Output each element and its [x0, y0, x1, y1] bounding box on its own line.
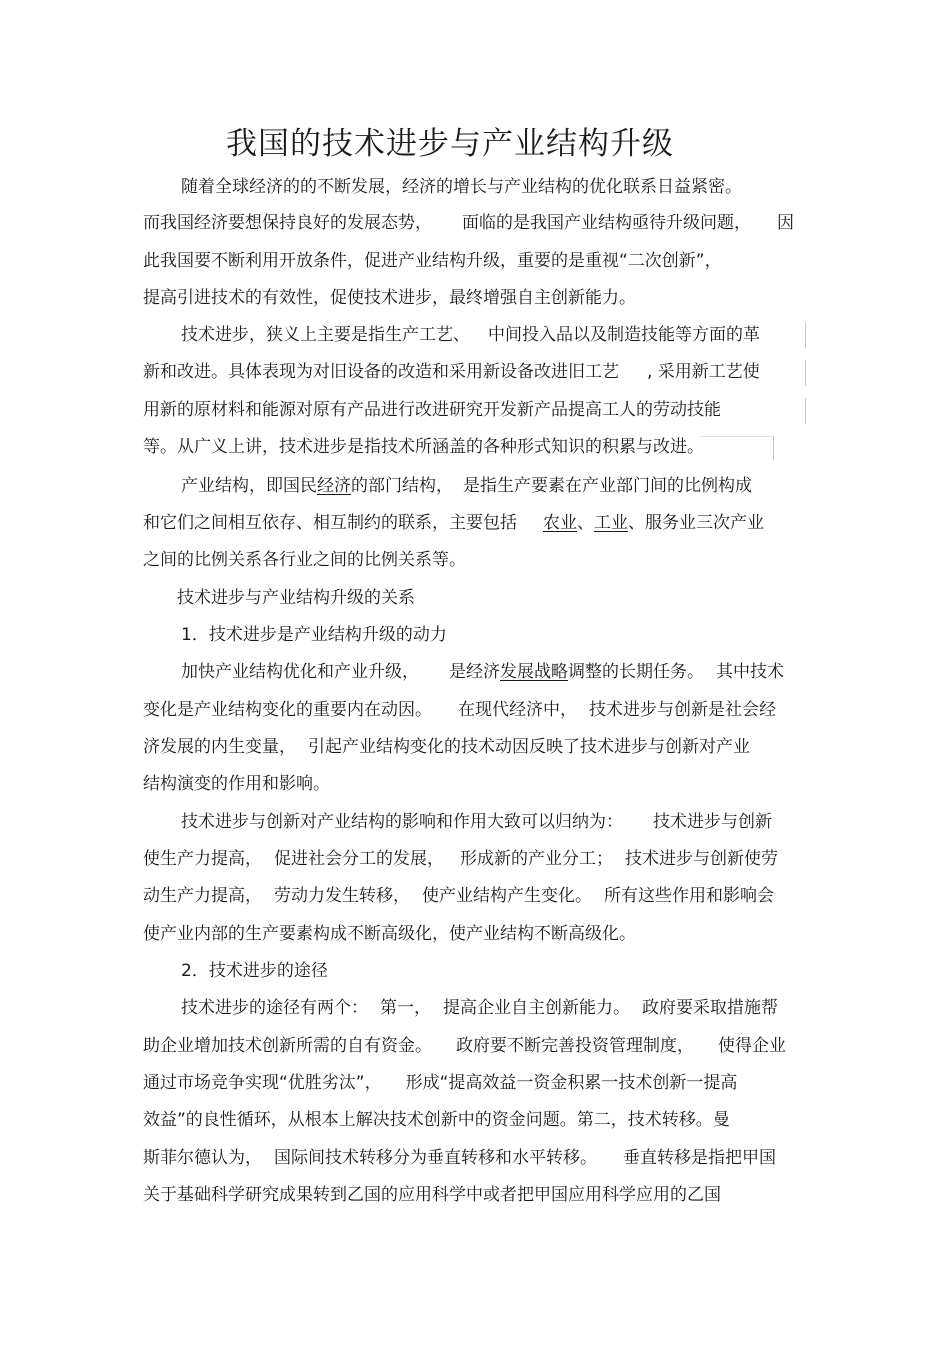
revision-bar	[773, 436, 774, 460]
link-economy[interactable]: 经济	[317, 476, 351, 496]
paragraph-3-line-3: 之间的比例关系各行业之间的比例关系等。	[143, 550, 466, 570]
paragraph-4-line-2: 变化是产业结构变化的重要内在动因。 在现代经济中， 技术进步与创新是社会经	[143, 700, 776, 720]
divider	[700, 436, 773, 437]
revision-bar	[805, 398, 806, 424]
paragraph-6-line-6: 关于基础科学研究成果转到乙国的应用科学中或者把甲国应用科学应用的乙国	[143, 1185, 721, 1205]
link-agriculture[interactable]: 农业	[543, 513, 577, 533]
paragraph-6-line-3: 通过市场竞争实现“优胜劣汰”， 形成“提高效益一资金积累一技术创新一提高	[143, 1073, 738, 1093]
link-industry[interactable]: 工业	[594, 513, 628, 533]
paragraph-4-line-4: 结构演变的作用和影响。	[143, 774, 330, 794]
paragraph-6-line-1: 技术进步的途径有两个： 第一， 提高企业自主创新能力。 政府要采取措施帮	[181, 998, 778, 1018]
link-development-strategy[interactable]: 发展战略	[500, 662, 568, 682]
paragraph-4-line-3: 济发展的内生变量， 引起产业结构变化的技术动因反映了技术进步与创新对产业	[143, 737, 750, 757]
paragraph-6-line-2: 助企业增加技术创新所需的自有资金。 政府要不断完善投资管理制度， 使得企业	[143, 1036, 786, 1056]
paragraph-5-line-3: 动生产力提高， 劳动力发生转移， 使产业结构产生变化。 所有这些作用和影响会	[143, 886, 774, 906]
paragraph-3-line-2: 和它们之间相互依存、相互制约的联系，主要包括 农业、工业、服务业三次产业	[143, 513, 764, 533]
paragraph-5-line-4: 使产业内部的生产要素构成不断高级化，使产业结构不断高级化。	[143, 924, 636, 944]
paragraph-1-line-1: 随着全球经济的的不断发展，经济的增长与产业结构的优化联系日益紧密。	[181, 177, 742, 197]
paragraph-1-line-2: 而我国经济要想保持良好的发展态势， 面临的是我国产业结构亟待升级问题， 因	[143, 213, 794, 233]
paragraph-3-line-1: 产业结构，即国民经济的部门结构， 是指生产要素在产业部门间的比例构成	[181, 476, 752, 496]
section-heading: 技术进步与产业结构升级的关系	[177, 588, 415, 608]
paragraph-6-line-4: 效益”的良性循环，从根本上解决技术创新中的资金问题。第二，技术转移。曼	[143, 1110, 730, 1130]
paragraph-6-line-5: 斯菲尔德认为， 国际间技术转移分为垂直转移和水平转移。 垂直转移是指把甲国	[143, 1148, 776, 1168]
revision-bar	[805, 322, 806, 348]
subsection-heading-2: 2．技术进步的途径	[181, 961, 328, 981]
paragraph-1-line-3: 此我国要不断利用开放条件，促进产业结构升级，重要的是重视“二次创新”，	[143, 251, 722, 271]
paragraph-5-line-1: 技术进步与创新对产业结构的影响和作用大致可以归纳为： 技术进步与创新	[181, 812, 772, 832]
paragraph-4-line-1: 加快产业结构优化和产业升级， 是经济发展战略调整的长期任务。 其中技术	[181, 662, 784, 682]
paragraph-2-line-4: 等。从广义上讲，技术进步是指技术所涵盖的各种形式知识的积累与改进。	[143, 437, 704, 457]
page-title: 我国的技术进步与产业结构升级	[226, 126, 674, 162]
paragraph-1-line-4: 提高引进技术的有效性，促使技术进步，最终增强自主创新能力。	[143, 288, 636, 308]
revision-bar	[805, 360, 806, 386]
paragraph-2-line-3: 用新的原材料和能源对原有产品进行改进研究开发新产品提高工人的劳动技能	[143, 400, 721, 420]
paragraph-5-line-2: 使生产力提高， 促进社会分工的发展， 形成新的产业分工； 技术进步与创新使劳	[143, 849, 778, 869]
paragraph-2-line-1: 技术进步，狭义上主要是指生产工艺、 中间投入品以及制造技能等方面的革	[181, 325, 760, 345]
paragraph-2-line-2: 新和改进。具体表现为对旧设备的改造和采用新设备改进旧工艺 , 采用新工艺使	[143, 362, 760, 382]
subsection-heading-1: 1．技术进步是产业结构升级的动力	[181, 625, 447, 645]
